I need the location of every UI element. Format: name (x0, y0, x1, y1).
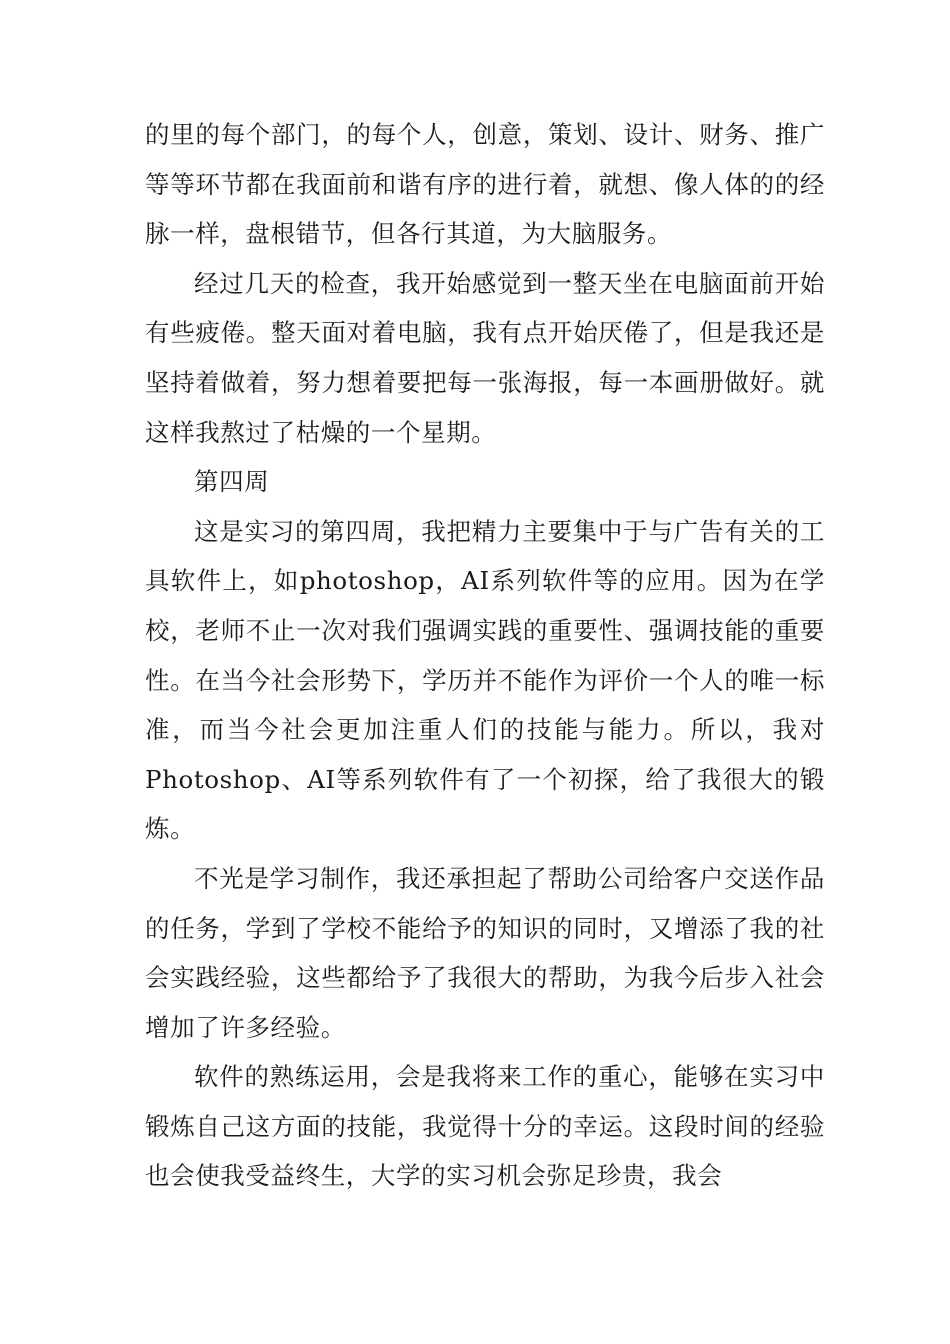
paragraph-continued: 的里的每个部门，的每个人，创意，策划、设计、财务、推广等等环节都在我面前和谐有序的进行着，就想、像人体的的经脉一样，盘根错节，但各行其道，为大脑服务。 (145, 120, 825, 249)
paragraph-software-tools: 这是实习的第四周，我把精力主要集中于与广告有关的工具软件上，如photoshop，AI系列软件等的应用。因为在学校，老师不止一次对我们强调实践的重要性、强调技能的重要性。在当今社会形势下，学历并不能作为评价一个人的唯一标准，而当今社会更加注重人们的技能与能力。所以，我对Photoshop、AI等系列软件有了一个初探，给了我很大的锻炼。 (145, 516, 825, 844)
section-heading-week-four: 第四周 (194, 467, 270, 497)
paragraph-client-delivery: 不光是学习制作，我还承担起了帮助公司给客户交送作品的任务，学到了学校不能给予的知识的同时，又增添了我的社会实践经验，这些都给予了我很大的帮助，为我今后步入社会增加了许多经验。 (145, 863, 825, 1042)
body-text (145, 110, 825, 1201)
paragraph-software-skills: 软件的熟练运用，会是我将来工作的重心，能够在实习中锻炼自己这方面的技能，我觉得十分的幸运。这段时间的经验也会使我受益终生，大学的实习机会弥足珍贵，我会 (145, 1062, 825, 1191)
paragraph-fatigue: 经过几天的检查，我开始感觉到一整天坐在电脑面前开始有些疲倦。整天面对着电脑，我有点开始厌倦了，但是我还是坚持着做着，努力想着要把每一张海报，每一本画册做好。就这样我熬过了枯燥的一个星期。 (145, 268, 825, 447)
